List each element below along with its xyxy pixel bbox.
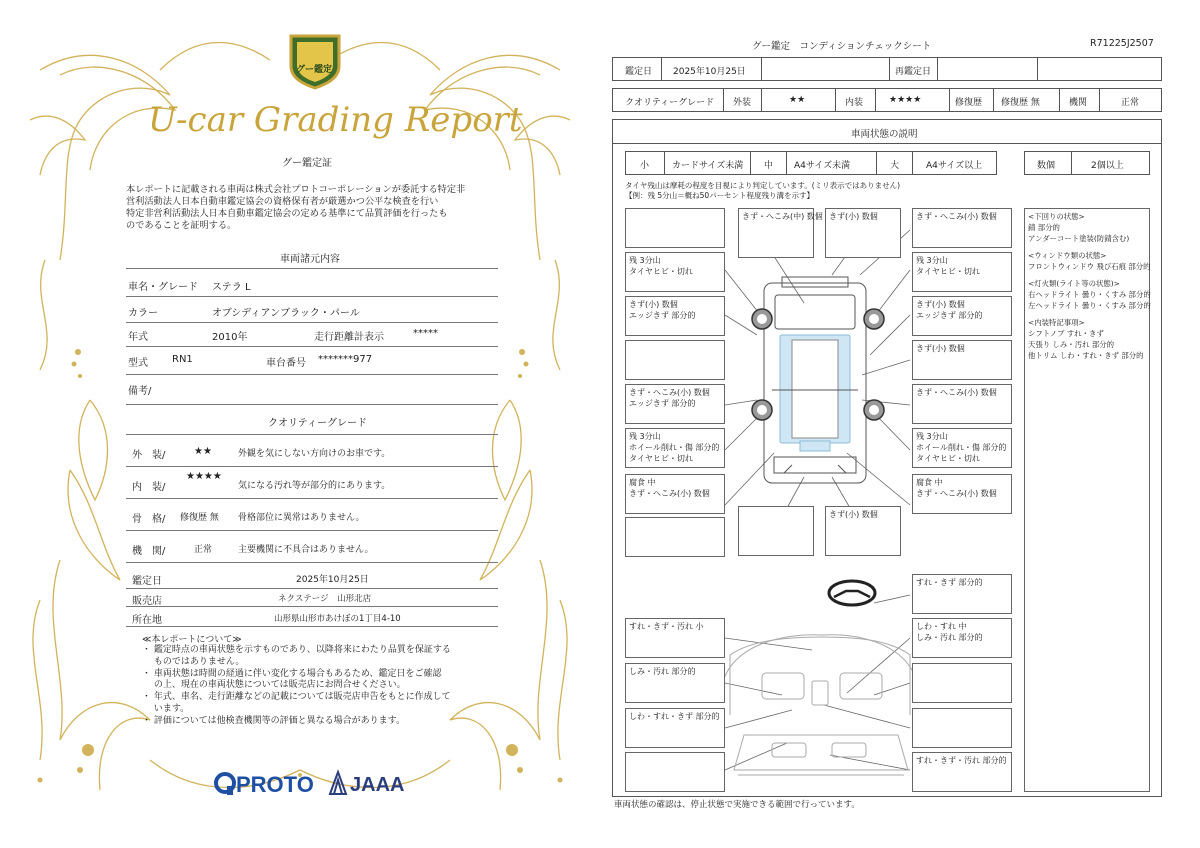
note-line: しわ・すれ・きず 部分的 [629,712,720,721]
count-label: 数個 [1037,161,1056,171]
size-l: 大 [890,161,900,171]
note-line: きず(小) 数個 [916,300,965,309]
side-note-line: <灯火類(ライト等の状態)> [1028,279,1120,288]
sheet-engine-value: 正常 [1121,98,1140,108]
name-value: ステラ L [212,282,251,293]
side-note-line: <ウィンドウ類の状態> [1028,251,1107,260]
note-line: タイヤヒビ・切れ [916,454,980,463]
note-line: きず(小) 数個 [829,212,878,221]
note-top-right [912,208,1012,248]
sheet-int-label: 内装 [845,98,864,108]
intro-line: 本レポートに記載される車両は株式会社プロトコーポレーションが委託する特定非 [126,184,466,195]
interior-label: 内 装/ [132,482,166,493]
car-interior-view [722,635,918,775]
frame-value: 修復歴 無 [180,513,219,523]
divider [126,562,498,563]
note-line: きず・へこみ(小) 数個 [916,489,997,498]
divider [126,374,498,375]
note-line: しみ・汚れ 部分的 [916,633,983,642]
engine-text: 主要機関に不具合はありません。 [238,545,374,555]
year-label: 年式 [128,332,148,343]
side-note-line: 錆 部分的 [1028,223,1060,232]
note-line: すれ・きず・汚れ 部分的 [916,756,1007,765]
proto-logo-icon [214,772,236,796]
divider [126,606,498,607]
section-title: 車両状態の説明 [851,129,918,140]
note-interior-left-2 [625,663,725,703]
note-line: エッジきず 部分的 [916,311,983,320]
note-rear-right-tire [912,428,1012,468]
sheet-ext-stars: ★★ [789,95,806,105]
side-note-line: 左ヘッドライト 曇り・くすみ 部分的 [1028,301,1151,310]
note-steering [912,574,1012,614]
about-item: います。 [142,703,190,714]
count-value: 2個以上 [1091,161,1124,171]
quality-heading: クオリティーグレード [268,418,367,429]
note-line: きず(小) 数個 [629,300,678,309]
divider [126,404,498,405]
note-left-2 [625,296,725,336]
sheet-date-label: 鑑定日 [625,67,653,77]
note-right-6 [912,474,1012,514]
sheet-date-value: 2025年10月25日 [673,67,746,77]
note-front-left-tire [625,252,725,292]
frame-label: 骨 格/ [132,514,166,525]
exterior-text: 外観を気にしない方向けのお車です。 [238,449,391,459]
note-interior-right-3 [912,708,1012,748]
note-line: 腐食 中 [629,478,656,487]
year-value: 2010年 [212,332,248,343]
interior-stars: ★★★★ [186,471,222,482]
date-label: 鑑定日 [132,576,162,587]
quality-row [612,88,1162,112]
note-line: すれ・きず・汚れ 小 [629,622,704,631]
steering-wheel-icon [829,581,875,605]
note-interior-left-3 [625,708,725,748]
script-title: U-car Grading Report [148,100,523,140]
address-value: 山形県山形市あけぼの1丁目4-10 [274,614,401,624]
divider [126,434,498,435]
note-line: ホイール削れ・傷 部分的 [916,443,1007,452]
side-note-line: 右ヘッドライト 曇り・くすみ 部分的 [1028,290,1151,299]
about-list [142,645,451,728]
note-line: ホイール削れ・傷 部分的 [629,443,720,452]
size-l-desc: A4サイズ以上 [926,161,983,171]
mileage-label: 走行距離計表示 [314,332,384,343]
note-front-right-tire [912,252,1012,292]
note-line: しみ・汚れ 部分的 [629,667,696,676]
side-note-line: <内装特記事項> [1028,318,1085,327]
frame-text: 骨格部位に異常はありません。 [238,513,365,523]
divider [126,626,498,627]
about-item: ・ 鑑定時点の車両状態を示すものであり、以降将来にわたり品質を保証する [142,645,451,655]
intro-line: のであることを証明する。 [126,220,237,231]
note-line: きず・へこみ(小) 数個 [916,388,997,397]
date-row [612,57,1162,81]
about-item: の上、現在の車両状態については販売店にお問合せください。 [142,680,406,691]
sheet-code: R71225J2507 [1090,38,1154,49]
about-item: ものではありません。 [142,656,245,667]
note-top-center [738,208,823,258]
note-interior-right-2 [912,663,1012,703]
note-right-3 [912,340,1012,380]
divider [126,498,498,499]
size-s: 小 [640,161,650,171]
sheet-ext-label: 外装 [733,98,752,108]
side-note-line: <下回りの状態> [1028,212,1085,221]
intro-line: 営利活動法人日本自動車鑑定協会の資格保有者が厳選かつ公平な検査を行い [126,196,439,207]
size-m: 中 [764,161,774,171]
date-value: 2025年10月25日 [296,575,369,585]
note-line: すれ・きず 部分的 [916,578,983,587]
note-top-center-2 [825,208,901,258]
note-line: タイヤヒビ・切れ [629,454,693,463]
note-interior-left-4 [625,752,725,792]
jaaa-logo-icon [328,770,348,796]
divider [126,530,498,531]
interior-text: 気になる汚れ等が部分的にあります。 [238,481,391,491]
divider [612,143,1162,144]
count-legend [1024,151,1150,175]
about-item: ・ 評価については他検査機関等の評価と異なる場合があります。 [142,715,405,726]
address-label: 所在地 [132,615,162,626]
side-note-line: フロントウィンドウ 飛び石痕 部分的 [1028,262,1151,271]
note-line: エッジきず 部分的 [629,399,696,408]
note-line: きず(小) 数個 [829,510,878,519]
note-left-6 [625,474,725,514]
exterior-stars: ★★ [194,446,212,457]
note-line: しわ・すれ 中 [916,622,967,631]
divider [126,588,498,589]
note-left-7 [625,517,725,557]
name-label: 車名・グレード [128,282,198,293]
side-note-line: シフトノブ すれ・きず [1028,329,1104,338]
certificate-intro [126,184,465,232]
note-line: エッジきず 部分的 [629,311,696,320]
color-value: オブシディアンブラック・パール [212,308,360,319]
note-interior-left-1 [625,618,725,658]
note-interior-right-1 [912,618,1012,658]
exterior-label: 外 装/ [132,450,166,461]
note-line: きず・へこみ(中) 数個 [742,212,823,221]
note-line: 残 3分山 [629,256,661,265]
note-line: きず・へこみ(小) 数個 [629,388,710,397]
note-line: 残 3分山 [629,432,661,441]
about-item: ・ 車両状態は時間の経過に伴い変化する場合もあるため、鑑定日をご確認 [142,668,442,679]
about-item: ・ 年式、車名、走行距離などの記載については販売店申告をもとに作成して [142,692,451,703]
engine-value: 正常 [194,545,213,555]
sheet-quality-label: クオリティーグレード [625,98,715,108]
note-left-4 [625,384,725,424]
sheet-recheck-label: 再鑑定日 [895,67,932,77]
chassis-label: 車台番号 [266,358,306,369]
note-line: 残 3分山 [916,432,948,441]
sheet-footer: 車両状態の確認は、停止状態で実施できる範囲で行っています。 [614,800,860,810]
specs-heading: 車両諸元内容 [280,254,340,265]
model-value: RN1 [172,354,193,365]
note-line: タイヤヒビ・切れ [629,267,693,276]
dealer-value: ネクステージ 山形北店 [278,594,372,604]
proto-logo-text: PROTO [236,772,314,797]
side-note-line: アンダーコート塗装(防錆含む) [1028,234,1130,243]
size-legend [625,151,997,175]
color-label: カラー [128,308,158,319]
goo-badge-icon [287,32,343,90]
size-m-desc: A4サイズ未満 [794,161,851,171]
divider [126,268,498,269]
sheet-title: グー鑑定 コンディションチェックシート [752,41,932,52]
sheet-repair-label: 修復歴 [955,98,983,108]
jaaa-logo-text: JAAA [350,774,405,796]
note-bottom-center [825,506,901,556]
note-right-2 [912,296,1012,336]
note-front-left-box [625,208,725,248]
side-notes [1024,208,1150,792]
chassis-value: *******977 [318,354,373,365]
about-title: ≪本レポートについて≫ [142,635,242,645]
note-interior-right-4 [912,752,1012,792]
side-note-line: 他トリム しわ・すれ・きず 部分的 [1028,351,1144,360]
tire-note-1: タイヤ残山は摩耗の程度を目視により判定しています。(ミリ表示ではありません) [625,181,901,190]
divider [126,296,498,297]
certificate-heading: グー鑑定証 [282,158,332,169]
intro-line: 特定非営利活動法人日本自動車鑑定協会の定める基準にて品質評価を行ったも [126,208,448,219]
divider [126,322,498,323]
mileage-value: ***** [413,328,438,339]
divider [126,346,498,347]
side-note-line: 天張り しみ・汚れ 部分的 [1028,340,1114,349]
note-bottom-center-left [738,506,814,556]
sheet-repair-value: 修復歴 無 [1001,98,1040,108]
note-line: きず(小) 数個 [916,344,965,353]
engine-label: 機 関/ [132,546,166,557]
sheet-engine-label: 機関 [1069,98,1088,108]
tire-note-2: 【例：残 5分山＝概ね50パーセント程度残り溝を示す】 [625,191,815,200]
note-line: きず・へこみ(小) 数個 [916,212,997,221]
car-top-view [764,277,866,483]
note-line: タイヤヒビ・切れ [916,267,980,276]
model-label: 型式 [128,358,148,369]
note-rear-left-tire [625,428,725,468]
divider [126,466,498,467]
note-line: きず・へこみ(小) 数個 [629,489,710,498]
note-line: 残 3分山 [916,256,948,265]
remarks-label: 備考/ [128,386,152,397]
size-s-desc: カードサイズ未満 [672,161,744,171]
note-left-3 [625,340,725,380]
dealer-label: 販売店 [132,596,162,607]
note-right-4 [912,384,1012,424]
sheet-int-stars: ★★★★ [889,95,922,105]
badge-text: グー鑑定 [296,65,333,75]
note-line: 腐食 中 [916,478,943,487]
